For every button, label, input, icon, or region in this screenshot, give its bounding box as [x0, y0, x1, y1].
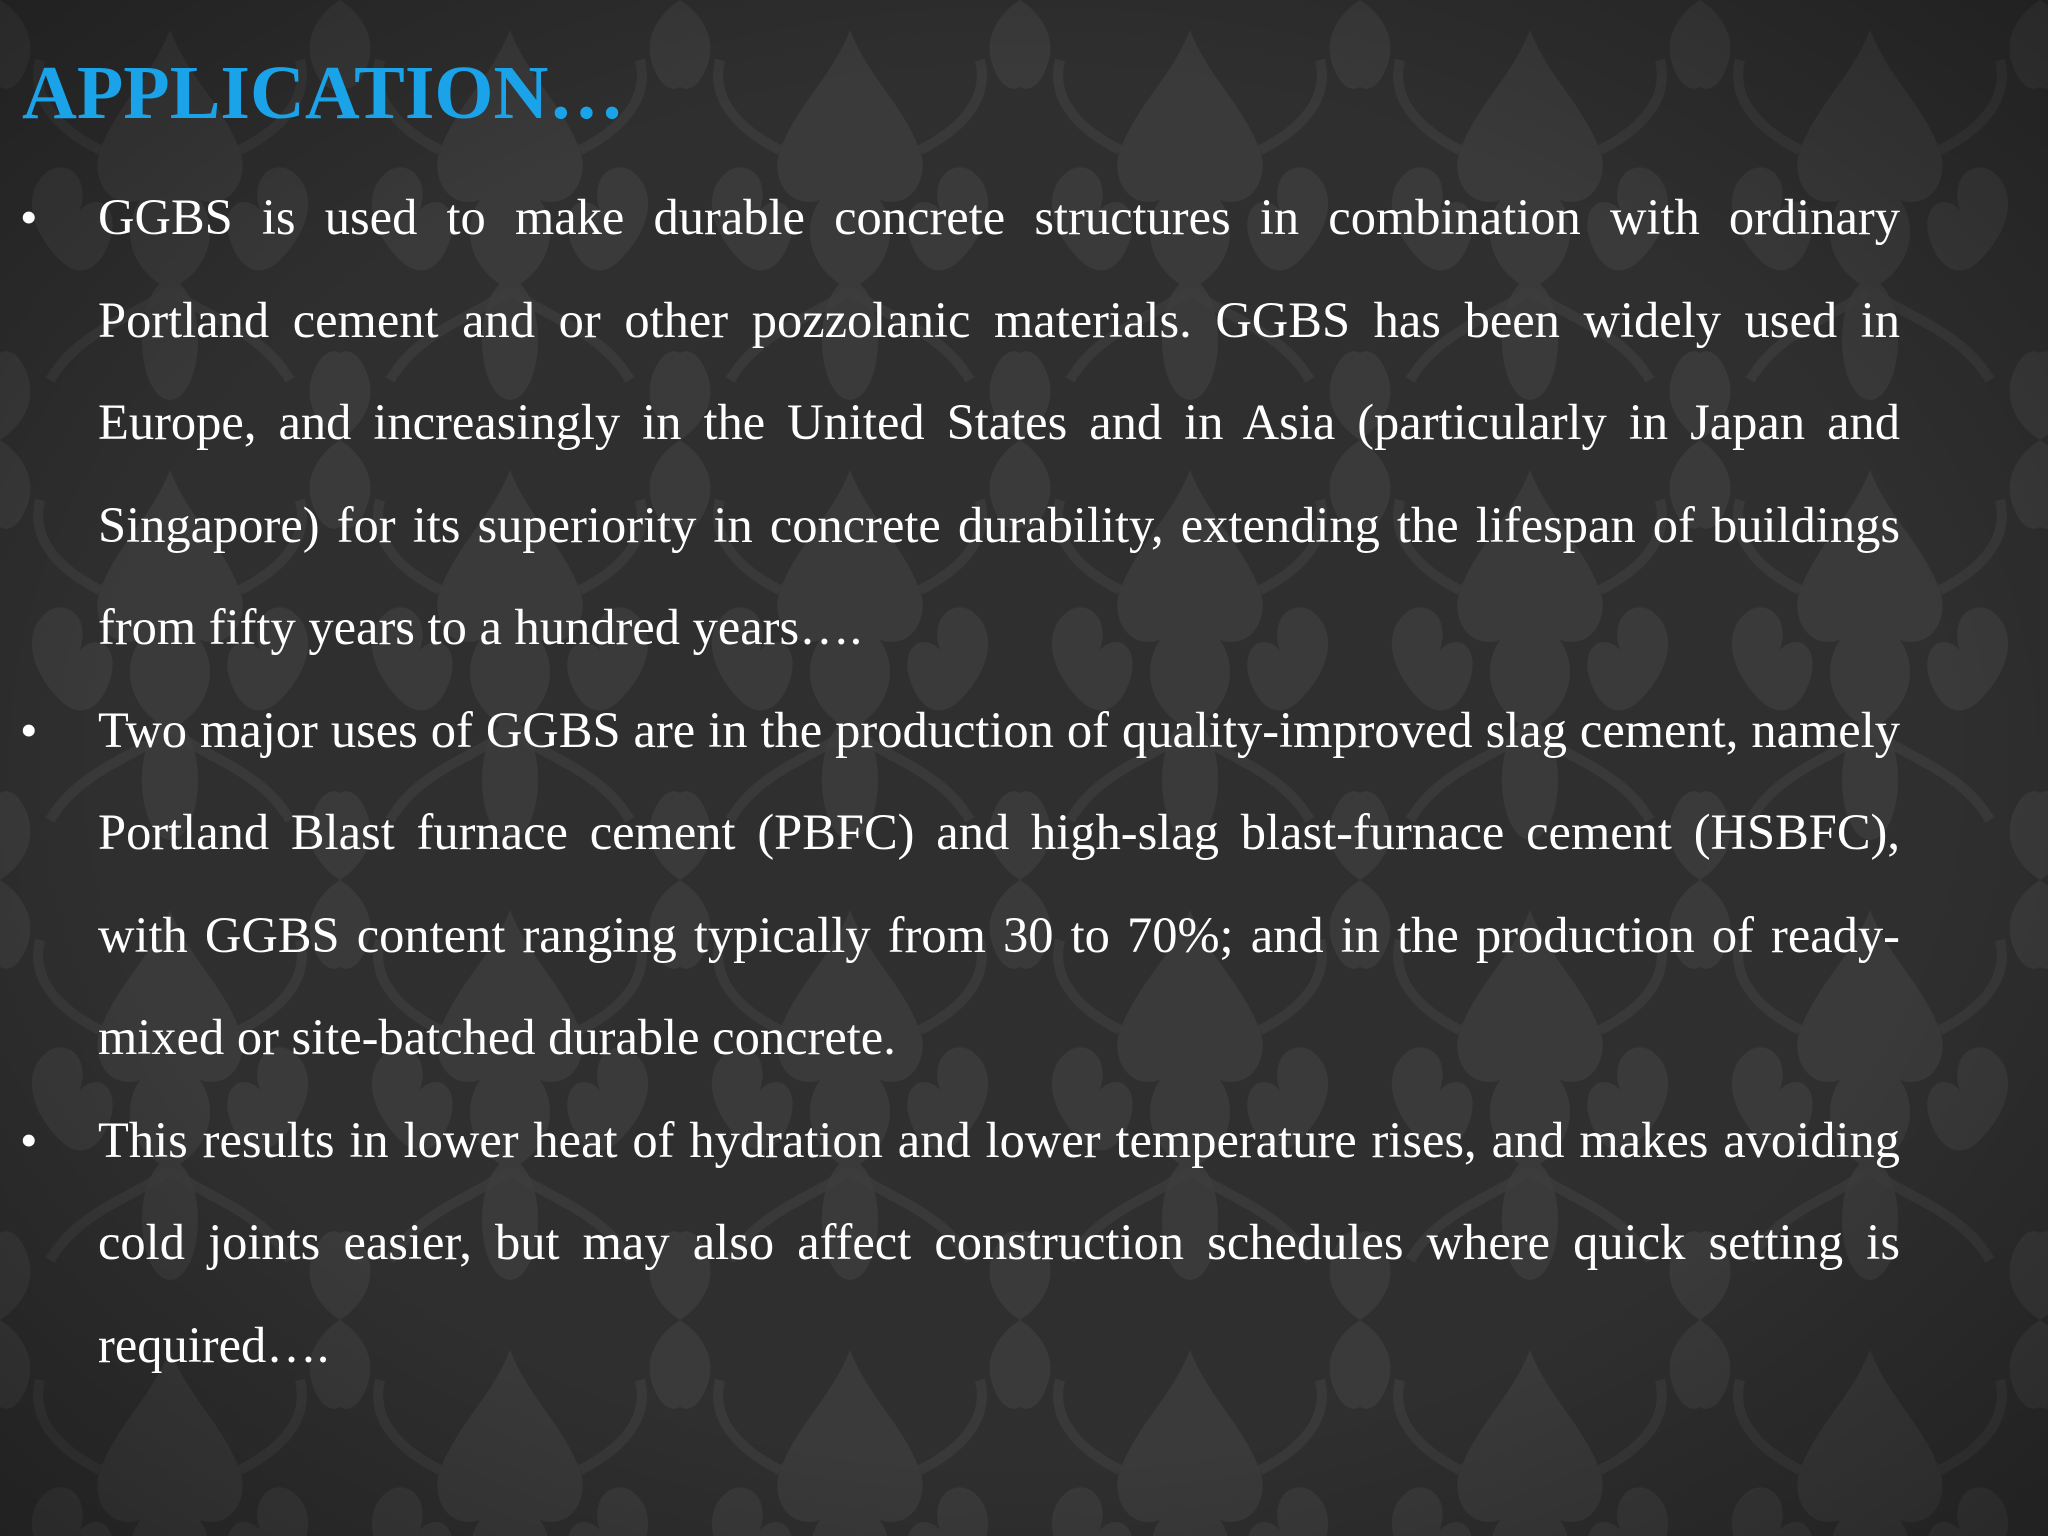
bullet-marker: • — [20, 189, 38, 245]
bullet-item — [0, 1089, 1900, 1397]
bullet-item — [0, 679, 1900, 1089]
bullet-item — [0, 166, 1900, 679]
slide-title: APPLICATION… — [22, 51, 625, 135]
bullet-list — [0, 166, 2048, 1396]
bullet-marker: • — [20, 701, 38, 758]
bullet-marker: • — [20, 1111, 38, 1168]
bullet-text: Two major uses of GGBS are in the production of quality-improved slag cement, namely Portland Blast furnace cement (PBFC) and high-slag blast-furnace cement (HSBFC), with GGBS content ranging typically from 30 to 70%; and in the production of ready-mixed or site-batched durable concrete. — [98, 701, 1900, 1065]
bullet-text: This results in lower heat of hydration and lower temperature rises, and makes avoiding cold joints easier, but may also affect construction schedules where quick setting is required…. — [98, 1111, 1900, 1373]
bullet-text: GGBS is used to make durable concrete structures in combination with ordinary Portland cement and or other pozzolanic materials. GGBS has been widely used in Europe, and increasingly in the United States and in Asia (particularly in Japan and Singapore) for its superiority in concrete durability, extending the lifespan of buildings from fifty years to a hundred years…. — [98, 189, 1900, 655]
